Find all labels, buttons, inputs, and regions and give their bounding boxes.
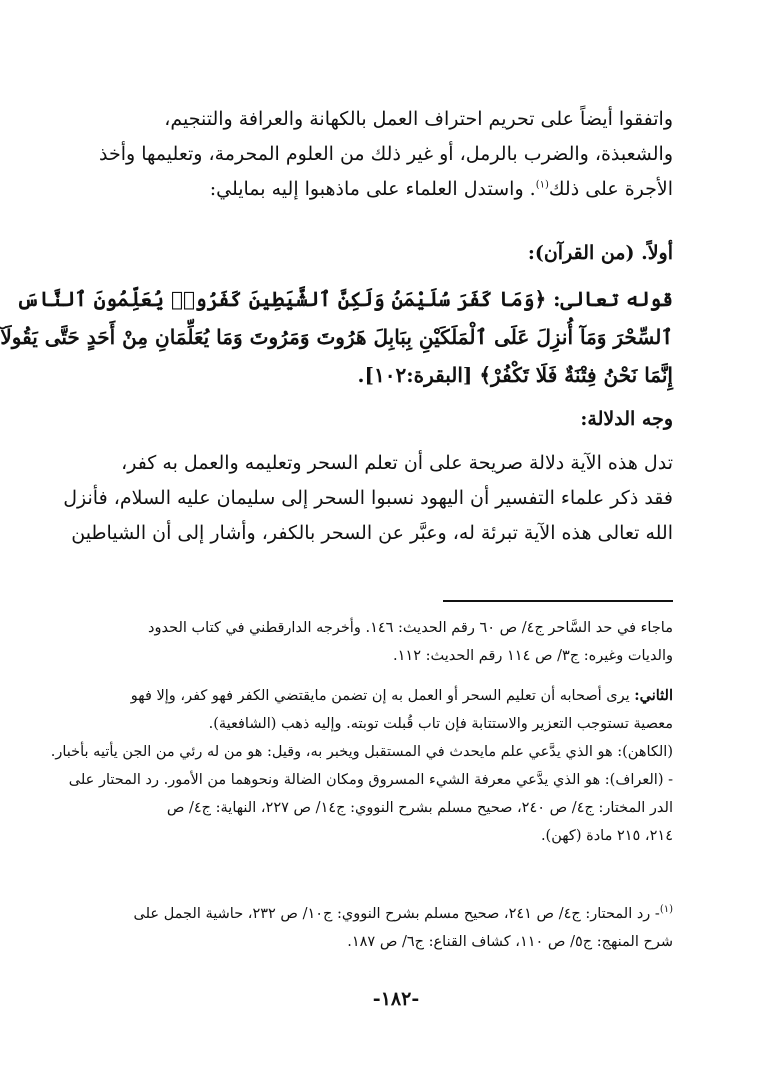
footnote-d-line-2: شرح المنهج: ج٥/ ص ١١٠، كشاف القناع: ج٦/ ص ١٨٧.	[347, 934, 673, 950]
footnote-c-line-1: (الكاهن): هو الذي يدَّعي علم مايحدث في المستقبل ويخبر به، وقيل: هو من له رئي من الجن يأتيه بأخبار.	[50, 744, 673, 760]
intro-line-3	[113, 172, 673, 207]
footnote-a-line-1: ماجاء في حد السَّاحر ج٤/ ص ٦٠ رقم الحديث: ١٤٦. وأخرجه الدارقطني في كتاب الحدود	[148, 620, 673, 636]
first-evidence-heading: أولاً. (من القرآن):	[527, 242, 673, 264]
footnote-c-line-2: - (العراف): هو الذي يدَّعي معرفة الشيء المسروق ومكان الضالة ونحوهما من الأمور. رد المحتار على	[68, 772, 673, 788]
footnote-d-line-1-text: - رد المحتار: ج٤/ ص ٢٤١، صحيح مسلم بشرح النووي: ج١٠/ ص ٢٣٢، حاشية الجمل على	[133, 906, 660, 922]
verse-line-1: قوله تعالى: ﴿وَمَا كَفَرَ سُلَيْمَنُ وَلَكِنَّ ٱلشَّيَطِينَ كَفَرُوا۟ يُعَلِّمُونَ ٱلنَّاسَ	[16, 287, 673, 311]
footnote-b-line-1	[113, 682, 673, 710]
evidence-line-2: فقد ذكر علماء التفسير أن اليهود نسبوا السحر إلى سليمان عليه السلام، فأنزل	[63, 487, 673, 509]
footnote-b-line-1-text: يرى أصحابه أن تعليم السحر أو العمل به إن تضمن مايقتضي الكفر فهو كفر، وإلا فهو	[130, 688, 635, 704]
footnote-b-lead: الثاني:	[634, 687, 673, 704]
footnote-continued	[113, 614, 673, 670]
footnote-1-marker: (١)	[659, 904, 673, 916]
intro-line-1: واتفقوا أيضاً على تحريم احتراف العمل بالكهانة والعرافة والتنجيم،	[164, 108, 673, 130]
footnote-b-line-2: معصية تستوجب التعزير والاستتابة فإن تاب قُبلت توبته. وإليه ذهب (الشافعية).	[208, 716, 673, 732]
intro-line-3-continuation: . واستدل العلماء على ماذهبوا إليه بمايلي:	[209, 178, 536, 200]
evidence-paragraph	[63, 446, 673, 551]
footnote-1	[113, 900, 673, 956]
footnote-a-line-2: والديات وغيره: ج٣/ ص ١١٤ رقم الحديث: ١١٢.	[393, 648, 673, 664]
evidence-line-3: الله تعالى هذه الآية تبرئة له، وعبَّر عن السحر بالكفر، وأشار إلى أن الشياطين	[71, 522, 673, 544]
footnote-c-line-4: ٢١٤، ٢١٥ مادة (كهن).	[540, 828, 673, 844]
intro-paragraph	[99, 102, 673, 207]
footnote-definitions	[50, 738, 673, 850]
footnote-second-opinion	[113, 682, 673, 738]
footnote-reference-1: (١)	[535, 179, 549, 191]
quran-verse	[0, 280, 673, 394]
footnote-c-line-3: الدر المختار: ج٤/ ص ٢٤٠، صحيح مسلم بشرح النووي: ج١٤/ ص ٢٢٧، النهاية: ج٤/ ص	[166, 800, 673, 816]
intro-line-3-text: الأجرة على ذلك	[548, 178, 673, 200]
footnote-d-line-1	[113, 900, 673, 928]
evidence-line-1: تدل هذه الآية دلالة صريحة على أن تعلم السحر وتعليمه والعمل به كفر،	[121, 452, 673, 474]
page-number: -١٨٢-	[372, 988, 420, 1010]
verse-line-3: إِنَّمَا نَحْنُ فِتْنَةٌ فَلَا تَكْفُرْ﴾ [البقرة:١٠٢].	[357, 363, 673, 387]
intro-line-2: والشعبذة، والضرب بالرمل، أو غير ذلك من العلوم المحرمة، وتعليمها وأخذ	[99, 143, 673, 165]
verse-line-2: ٱلسِّحْرَ وَمَآ أُنزِلَ عَلَى ٱلْمَلَكَيْنِ بِبَابِلَ هَرُوتَ وَمَرُوتَ وَمَا يُعَلِّمَانِ مِنْ أَحَدٍ حَتَّى يَقُولَآ	[0, 325, 673, 349]
evidence-heading: وجه الدلالة:	[580, 408, 673, 430]
footnote-divider	[443, 600, 673, 602]
